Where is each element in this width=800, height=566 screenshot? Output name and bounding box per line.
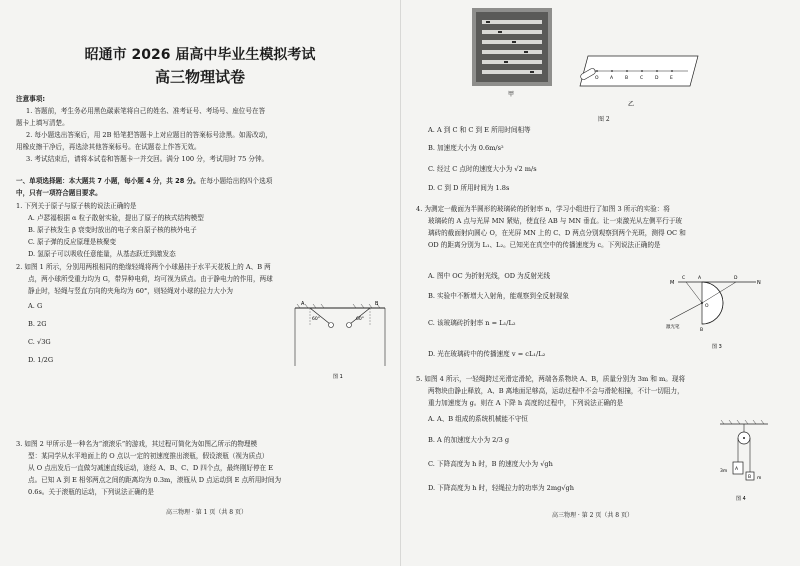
fig4-label-a: A <box>735 467 739 472</box>
fig3-caption: 图 3 <box>712 344 722 350</box>
exam-title: 昭通市 2026 届高中毕业生模拟考试 <box>84 47 316 63</box>
fig2-point-c: C <box>640 76 644 81</box>
q1-option-b: B. 原子核发生 β 衰变时放出的电子来自原子核的核外电子 <box>28 226 197 234</box>
fig4-mass-b: m <box>757 476 762 481</box>
q4-option-c: C. 该玻璃砖折射率 n = L₁/L₂ <box>428 319 516 327</box>
q5-option-a: A. A、B 组成的系统机械能不守恒 <box>428 415 528 423</box>
section-heading <box>16 177 272 186</box>
fig1-angle-left: 60° <box>312 317 320 322</box>
fig3-label-c: C <box>682 276 686 281</box>
fig2-point-e: E <box>670 76 673 81</box>
q2-option-d: D. 1/2G <box>28 356 54 364</box>
fig3-label-o: O <box>705 304 709 309</box>
q2-option-c: C. √3G <box>28 338 51 346</box>
fig3-label-m: M <box>670 280 675 286</box>
q2-line: 点，两小球所受重力均为 G，带异种电荷，均可视为质点。由于静电力的作用，两球 <box>28 275 273 283</box>
notes-line: 题卡上填写清楚。 <box>16 119 69 127</box>
q5-line: 5. 如图 4 所示，一轻绳跨过光滑定滑轮，两端各系物块 A、B，质量分别为 3m 和 m。现将 <box>416 375 686 383</box>
fig2-point-b: B <box>625 76 629 81</box>
notes-line: 3. 考试结束后，请将本试卷和答题卡一并交回。满分 100 分，考试用时 75 分钟。 <box>26 155 269 163</box>
q4-line: OD 的距离分别为 L₁、L₂。已知光在真空中的传播速度为 c。下列说法正确的是 <box>428 241 661 249</box>
notes-line: 2. 每小题选出答案后，用 2B 铅笔把答题卡上对应题目的答案标号涂黑。如需改动， <box>26 131 272 139</box>
q4-line: 璃砖的截面射向圆心 O，在光屏 MN 上的 C、D 两点分别观察到两个光斑，测得 OC 和 <box>428 229 686 237</box>
q3-line: 型：某同学从水平地面上的 O 点以一定的初速度推出滚瓶，假设滚瓶（视为质点） <box>28 452 269 460</box>
q3-option-d: D. C 到 D 所用时间为 1.8s <box>428 184 510 192</box>
q4-line: 4. 为测定一截面为半圆形的玻璃砖的折射率 n，学习小组进行了如图 3 所示的实验：将 <box>416 205 670 213</box>
q3-line: 点。已知 A 到 E 相邻两点之间的距离均为 0.3m，滚瓶从 D 点运动到 E 点所用时间为 <box>28 476 282 484</box>
q5-option-b: B. A 的加速度大小为 2/3 g <box>428 436 510 444</box>
notes-line: 1. 答题前，考生务必用黑色碳素笔将自己的姓名、准考证号、考场号、座位号在答 <box>26 107 266 115</box>
q3-line: 3. 如图 2 甲所示是一种名为“滚滚乐”的游戏，其过程可简化为如图乙所示的物理模 <box>16 440 258 448</box>
q4-line: 玻璃砖的 A 点与光屏 MN 紧贴，使直径 AB 与 MN 垂直。让一束激光从左侧平行于玻 <box>428 217 682 225</box>
q4-option-a: A. 图中 OC 为折射光线，OD 为反射光线 <box>428 272 551 280</box>
q2-option-b: B. 2G <box>28 320 47 328</box>
fig2-caption: 图 2 <box>598 116 610 123</box>
section-heading-line2: 中，只有一项符合题目要求。 <box>16 189 102 197</box>
q1-option-d: D. 氢原子可以吸收任意能量，从基态跃迁到激发态 <box>28 250 176 258</box>
q2-option-a: A. G <box>28 302 43 310</box>
fig3-label-a: A <box>698 276 702 281</box>
q3-line: 0.6s。关于滚瓶的运动，下列说法正确的是 <box>28 488 154 496</box>
q3-line: 从 O 点出发后一直做匀减速直线运动，途经 A、B、C、D 四个点，最终刚好停在 E <box>28 464 274 472</box>
q2-line: 2. 如图 1 所示，分别用两根相同的绝缘轻绳将两个小球悬挂于水平天花板上的 A、B 两 <box>16 263 271 271</box>
q1-option-a: A. 卢瑟福根据 α 粒子散射实验，提出了原子的核式结构模型 <box>28 214 204 222</box>
fig1-label-a: A <box>301 301 305 307</box>
q4-option-b: B. 实验中不断增大入射角，能观察到全反射现象 <box>428 292 569 300</box>
notes-heading: 注意事项: <box>16 95 46 103</box>
fig3-laser-label: 激光笔 <box>666 325 680 330</box>
figure-3 <box>664 270 764 352</box>
q5-option-d: D. 下降高度为 h 时，轻绳拉力的功率为 2mg√gh <box>428 484 575 492</box>
q4-option-d: D. 光在玻璃砖中的传播速度 v = cL₁/L₂ <box>428 350 546 358</box>
q5-line: 重力加速度为 g。则在 A 下降 h 高度的过程中，下列说法正确的是 <box>428 399 624 407</box>
q2-line: 静止时，轻绳与竖直方向的夹角均为 60°，则轻绳对小球的拉力大小为 <box>28 287 234 295</box>
q1-option-c: C. 原子弹的反应原理是核聚变 <box>28 238 117 246</box>
figure-2-photo <box>472 8 552 98</box>
q5-line: 两物块由静止释放，A、B 离地面足够高，运动过程中不会与滑轮相撞，不计一切阻力， <box>428 387 684 395</box>
section-heading-bold: 一、单项选择题：本大题共 7 小题，每小题 4 分，共 28 分。 <box>16 177 200 185</box>
fig4-label-b: B <box>748 475 752 480</box>
footer-right: 高三物理 · 第 2 页（共 8 页） <box>552 512 633 519</box>
q3-option-a: A. A 到 C 和 C 到 E 所用时间相等 <box>428 126 531 134</box>
fig3-label-d: D <box>734 276 738 281</box>
figure-2-diagram <box>570 52 700 108</box>
fig2-yi: 乙 <box>628 101 635 108</box>
fig4-mass-a: 3m <box>720 469 728 474</box>
figure-4 <box>710 418 780 504</box>
q3-option-c: C. 经过 C 点时的速度大小为 √2 m/s <box>428 165 537 173</box>
page-divider <box>400 0 401 566</box>
fig1-label-b: B <box>375 301 379 307</box>
q1-stem: 1. 下列关于原子与原子核的说法正确的是 <box>16 202 137 210</box>
fig3-label-n: N <box>757 280 761 286</box>
fig2-point-d: D <box>655 76 659 81</box>
fig1-caption: 图 1 <box>333 374 343 380</box>
section-heading-rest: 在每小题给出的四个选项 <box>199 177 273 185</box>
fig2-point-a: A <box>610 76 614 81</box>
fig1-angle-right: 60° <box>356 317 364 322</box>
q3-option-b: B. 加速度大小为 0.6m/s² <box>428 144 504 152</box>
fig3-label-b: B <box>700 328 704 333</box>
fig2-point-o: O <box>595 76 599 81</box>
fig4-caption: 图 4 <box>736 496 746 502</box>
footer-left: 高三物理 · 第 1 页（共 8 页） <box>166 509 247 516</box>
right-page <box>402 0 800 566</box>
fig2-jia: 甲 <box>508 91 515 98</box>
exam-subtitle: 高三物理试卷 <box>154 68 245 86</box>
notes-line: 用橡皮擦干净后，再选涂其他答案标号。在试题卷上作答无效。 <box>16 143 201 151</box>
figure-1 <box>290 296 390 396</box>
q5-option-c: C. 下降高度为 h 时，B 的速度大小为 √gh <box>428 460 553 468</box>
